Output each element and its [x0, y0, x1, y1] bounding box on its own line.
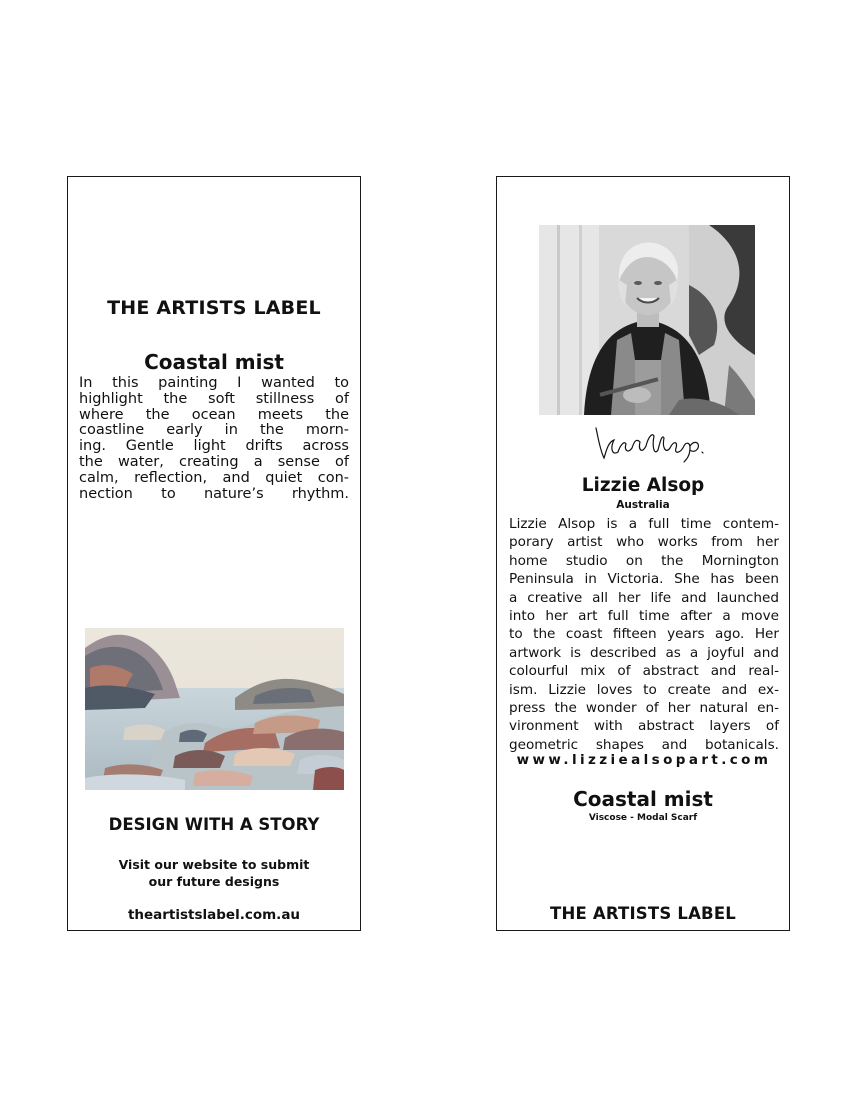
website-link[interactable]: theartistslabel.com.au	[127, 907, 301, 923]
right-hang-tag	[496, 176, 790, 931]
bio-line: vironment with abstract layers of	[509, 718, 779, 735]
bio-line: ism. Lizzie loves to create and ex-	[509, 681, 779, 698]
tagline: DESIGN WITH A STORY	[108, 815, 320, 834]
description-line: nection to nature’s rhythm.	[79, 485, 349, 502]
artist-website-link[interactable]: www.lizziealsopart.com	[516, 752, 772, 768]
bio-line: porary artist who works from her	[509, 534, 779, 551]
description-line: ing. Gentle light drifts across	[79, 438, 349, 455]
description-line: where the ocean meets the	[79, 406, 349, 423]
artwork-image	[85, 628, 344, 790]
visit-message	[68, 856, 360, 890]
bio-line: colourful mix of abstract and real-	[509, 663, 779, 680]
artist-country: Australia	[616, 499, 670, 511]
description-line: the water, creating a sense of	[79, 453, 349, 470]
bio-line: Lizzie Alsop is a full time contem-	[509, 516, 779, 532]
bio-line: artwork is described as a joyful and	[509, 644, 779, 661]
product-material: Viscose - Modal Scarf	[588, 813, 698, 823]
bio-line: Peninsula in Victoria. She has been	[509, 571, 779, 588]
bio-line: press the wonder of her natural en-	[509, 700, 779, 717]
bio-line: home studio on the Mornington	[509, 552, 779, 569]
artwork-title: Coastal mist	[573, 787, 713, 811]
artwork-description	[79, 376, 349, 502]
artist-bio	[509, 515, 779, 754]
bio-line: geometric shapes and botanicals.	[509, 736, 779, 753]
artist-name: Lizzie Alsop	[581, 475, 705, 496]
description-line: calm, reflection, and quiet con-	[79, 469, 349, 486]
artist-photo	[539, 225, 755, 415]
bio-line: to the coast fifteen years ago. Her	[509, 626, 779, 643]
description-line: coastline early in the morn-	[79, 422, 349, 439]
bio-line: a creative all her life and launched	[509, 589, 779, 606]
bio-line: into her art full time after a move	[509, 608, 779, 625]
brand-heading: THE ARTISTS LABEL	[107, 297, 321, 319]
brand-footer: THE ARTISTS LABEL	[549, 904, 737, 923]
artist-signature	[590, 422, 708, 464]
description-line: In this painting I wanted to	[79, 375, 349, 391]
artwork-title: Coastal mist	[144, 350, 284, 374]
visit-line: our future designs	[148, 874, 280, 889]
description-line: highlight the soft stillness of	[79, 390, 349, 407]
visit-line: Visit our website to submit	[118, 857, 310, 872]
left-hang-tag	[67, 176, 361, 931]
